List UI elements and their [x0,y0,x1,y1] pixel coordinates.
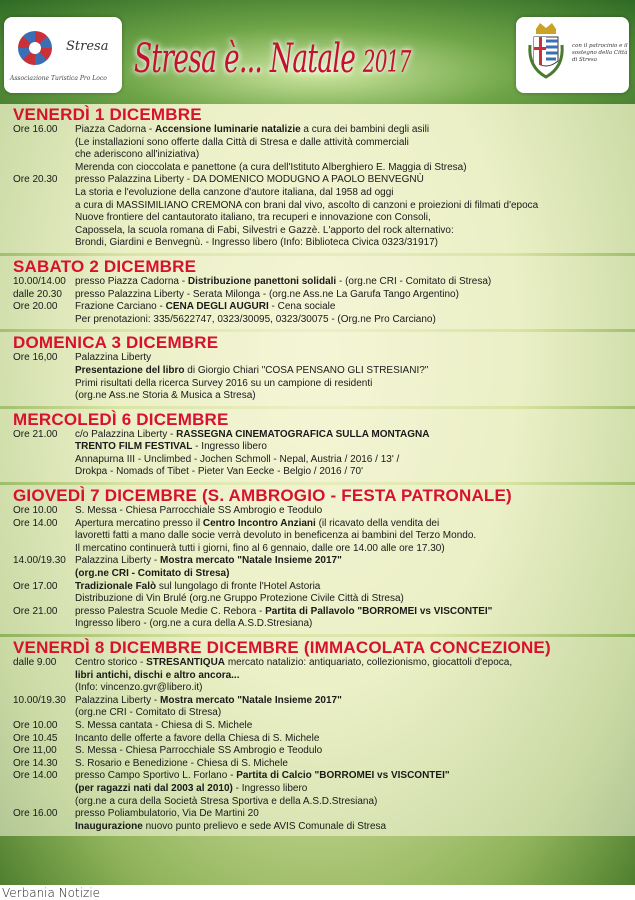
event-line [75,289,635,302]
event-row [0,174,635,250]
event-description [75,555,635,580]
event-row [0,606,635,631]
text-segment: (org.ne CRI - Comitato di Stresa) [75,707,222,719]
text-segment: Ingresso libero - (org.ne a cura della A.S.D.Stresiana) [75,618,313,630]
event-line [75,441,635,454]
event-time: Ore 14.00 [13,770,58,782]
text-segment: Partita di Pallavolo "BORROMEI vs VISCONTEI" [265,605,493,617]
event-time: Ore 16,00 [13,352,58,364]
event-time: Ore 10.00 [13,505,58,517]
text-segment: - Cena sociale [268,301,336,313]
text-segment: che aderiscono all'iniziativa) [75,149,200,161]
event-line [75,352,635,365]
event-time: dalle 9.00 [13,657,57,668]
event-line [75,212,635,225]
event-line [75,555,635,568]
event-description [75,124,635,174]
event-line [75,745,635,758]
text-segment: Il mercatino continuerà tutti i giorni, fino al 6 gennaio, dalle ore 14.00 alle ore 17.30) [75,542,445,554]
text-segment: (org.ne CRI - Comitato di Stresa) [75,568,230,580]
event-line [75,454,635,467]
text-segment: (il ricavato della vendita dei [315,517,440,529]
event-time: Ore 21.00 [13,605,58,617]
event-description [75,429,635,479]
event-line [75,695,635,708]
text-segment: lavoretti fatti a mano dalle socie verrà devoluto in beneficenza ai bambini del Terzo Mondo. [75,530,477,542]
pro-loco-logo [4,17,122,93]
event-description [75,758,635,771]
logo-brand: Stresa [66,39,109,54]
event-description [75,745,635,758]
event-line [75,378,635,391]
event-line [75,618,635,631]
event-line [75,530,635,543]
event-description [75,720,635,733]
event-line [75,124,635,137]
city-logo [516,17,629,93]
title-year: 2017 [362,45,411,80]
event-time: Ore 16.00 [13,124,58,135]
event-line [75,593,635,606]
day-heading: SABATO 2 DICEMBRE [13,256,197,276]
event-row [0,745,635,758]
event-line [75,200,635,213]
text-segment: Centro Incontro Anziani [202,517,316,529]
event-row [0,720,635,733]
event-row [0,758,635,771]
event-line [75,758,635,771]
text-segment: Accensione luminarie natalizie [155,124,301,135]
text-segment: Inaugurazione [75,820,143,832]
text-segment: Apertura mercatino presso il [75,517,203,529]
text-segment: presso Campo Sportivo L. Forlano - [75,770,237,782]
text-segment: presso Palazzina Liberty - Serata Milonga - (org.ne Ass.ne La Garufa Tango Argentino) [75,288,459,300]
event-description [75,695,635,720]
text-segment: CENA DEGLI AUGURI [165,301,269,313]
event-description [75,657,635,695]
day-section [0,409,635,482]
event-line [75,808,635,821]
text-segment: Merenda con cioccolata e panettone (a cura dell'Istituto Alberghiero E. Maggia di Stresa) [75,161,467,173]
event-line [75,276,635,289]
text-segment: - Ingresso libero [192,441,267,453]
event-line [75,225,635,238]
event-line [75,314,635,327]
text-segment: STRESANTIQUA [146,657,226,668]
text-segment: Drokpa - Nomads of Tibet - Pieter Van Eecke - Belgio / 2016 / 70' [75,466,363,478]
event-time: 14.00/19.30 [13,555,66,567]
event-row [0,276,635,289]
patronage-text: con il patrocinio e il sostegno della Città di Stresa [572,43,628,63]
text-segment: Presentazione del libro [75,364,185,376]
source-caption: Verbania Notizie [2,886,101,900]
event-time: Ore 14.00 [13,517,58,529]
event-line [75,518,635,531]
event-row [0,505,635,518]
day-heading: DOMENICA 3 DICEMBRE [13,333,219,353]
day-heading: VENERDÌ 8 DICEMBRE DICEMBRE (IMMACOLATA CONCEZIONE) [13,638,551,657]
event-time: Ore 14.30 [13,757,58,769]
event-line [75,720,635,733]
day-heading: VENERDÌ 1 DICEMBRE [13,105,202,124]
text-segment: Palazzina Liberty [75,352,152,364]
event-description [75,301,635,326]
event-line [75,682,635,695]
event-description [75,518,635,556]
event-time: Ore 16.00 [13,808,58,820]
text-segment: a cura dei bambini degli asili [300,124,430,135]
text-segment: Partita di Calcio "BORROMEI vs VISCONTEI" [236,770,450,782]
text-segment: nuovo punto prelievo e sede AVIS Comunale di Stresa [142,820,387,832]
event-program [0,104,635,836]
event-description [75,505,635,518]
day-section [0,256,635,329]
event-time: 10.00/19.30 [13,694,66,706]
text-segment: (Le installazioni sono offerte dalla Città di Stresa e dalle attività commerciali [75,136,409,148]
text-segment: Mostra mercato "Natale Insieme 2017" [160,694,342,706]
text-segment: presso Piazza Cadorna - [75,275,188,287]
text-segment: mercato natalizio: antiquariato, collezionismo, giocattoli d'epoca, [225,657,513,668]
text-segment: S. Messa - Chiesa Parrocchiale SS Ambrogio e Teodulo [75,745,323,757]
event-row [0,301,635,326]
text-segment: c/o Palazzina Liberty - [75,428,177,440]
event-description [75,276,635,289]
text-segment: (per ragazzi nati dal 2003 al 2010) [75,782,233,794]
event-line [75,821,635,834]
text-segment: Centro storico - [75,657,147,668]
event-line [75,162,635,175]
text-segment: (org.ne Ass.ne Storia & Musica a Stresa) [75,390,256,402]
poster-title [134,36,411,82]
event-description [75,174,635,250]
event-description [75,770,635,808]
event-line [75,606,635,619]
event-row [0,808,635,833]
event-line [75,581,635,594]
text-segment: La storia e l'evoluzione della canzone d'autore italiana, dal 1958 ad oggi [75,186,394,198]
event-row [0,733,635,746]
text-segment: sul lungolago di fronte l'Hotel Astoria [156,580,321,592]
text-segment: di Giorgio Chiari "COSA PENSANO GLI STRESIANI?" [184,364,429,376]
text-segment: Frazione Carciano - [75,301,166,313]
title-text: Stresa è... Natale [134,36,356,82]
text-segment: Palazzina Liberty - [75,694,161,706]
event-line [75,390,635,403]
event-line [75,783,635,796]
text-segment: presso Poliambulatorio, Via De Martini 20 [75,808,259,820]
event-line [75,670,635,683]
event-time: dalle 20.30 [13,288,62,300]
event-line [75,149,635,162]
day-section [0,332,635,405]
text-segment: Distribuzione di Vin Brulé (org.ne Gruppo Protezione Civile Città di Stresa) [75,593,404,605]
event-line [75,365,635,378]
text-segment: a cura di MASSIMILIANO CREMONA con brani dal vivo, ascolto di canzoni e proiezioni di filmati d'epoca [75,199,539,211]
event-row [0,352,635,402]
event-line [75,568,635,581]
text-segment: Tradizionale Falò [75,580,157,592]
city-crest-icon [526,23,566,85]
event-row [0,555,635,580]
event-row [0,124,635,174]
event-description [75,808,635,833]
text-segment: S. Messa cantata - Chiesa di S. Michele [75,719,253,731]
text-segment: (Info: vincenzo.gvr@libero.it) [75,682,203,694]
event-row [0,770,635,808]
text-segment: Palazzina Liberty - [75,555,161,567]
text-segment: Mostra mercato "Natale Insieme 2017" [160,555,342,567]
event-line [75,187,635,200]
event-line [75,707,635,720]
day-heading: GIOVEDÌ 7 DICEMBRE (S. AMBROGIO - FESTA PATRONALE) [13,486,512,506]
event-row [0,429,635,479]
event-line [75,543,635,556]
text-segment: - Ingresso libero [232,782,308,794]
logo-association: Associazione Turistica Pro Loco [10,75,107,82]
event-line [75,657,635,670]
event-row [0,657,635,695]
event-description [75,352,635,402]
event-time: Ore 10.45 [13,732,58,744]
text-segment: Capossela, la scuola romana di Fabi, Silvestri e Gazzè. L'apporto del rock alternativo: [75,224,454,236]
text-segment: (org.ne a cura della Società Stresa Sportiva e della A.S.D.Stresiana) [75,795,378,807]
event-row [0,581,635,606]
text-segment: Nuove frontiere del cantautorato italiano, tra recuperi e innovazione con Consoli, [75,212,431,224]
event-line [75,174,635,187]
text-segment: libri antichi, dischi e altro ancora... [75,669,240,681]
event-row [0,289,635,302]
day-section [0,104,635,253]
event-time: Ore 17.00 [13,580,58,592]
event-row [0,695,635,720]
text-segment: RASSEGNA CINEMATOGRAFICA SULLA MONTAGNA [176,428,430,440]
event-row [0,518,635,556]
event-time: Ore 10.00 [13,719,58,731]
event-description [75,733,635,746]
event-line [75,733,635,746]
event-line [75,237,635,250]
text-segment: S. Rosario e Benedizione - Chiesa di S. Michele [75,757,288,769]
text-segment: Brondi, Giardini e Benvegnù. - Ingresso libero (Info: Biblioteca Civica 0323/31917) [75,237,438,249]
event-line [75,466,635,479]
text-segment: TRENTO FILM FESTIVAL [75,441,193,453]
event-line [75,137,635,150]
text-segment: Incanto delle offerte a favore della Chiesa di S. Michele [75,732,320,744]
event-description [75,606,635,631]
event-description [75,289,635,302]
text-segment: Primi risultati della ricerca Survey 2016 su un campione di residenti [75,377,373,389]
event-description [75,581,635,606]
event-line [75,301,635,314]
text-segment: - (org.ne CRI - Comitato di Stresa) [336,275,492,287]
event-time: 10.00/14.00 [13,275,66,287]
event-time: Ore 20.00 [13,301,58,313]
event-time: Ore 20.30 [13,174,58,186]
event-line [75,770,635,783]
day-section [0,485,635,634]
text-segment: Piazza Cadorna - [75,124,156,135]
text-segment: presso Palazzina Liberty - DA DOMENICO MODUGNO A PAOLO BENVEGNÙ [75,174,424,186]
text-segment: Distribuzione panettoni solidali [187,275,337,287]
text-segment: S. Messa - Chiesa Parrocchiale SS Ambrogio e Teodulo [75,505,323,517]
poster-header [0,0,635,104]
day-heading: MERCOLEDÌ 6 DICEMBRE [13,409,229,429]
event-time: Ore 11,00 [13,745,57,757]
event-time: Ore 21.00 [13,428,58,440]
event-line [75,796,635,809]
event-line [75,505,635,518]
event-line [75,429,635,442]
flower-logo-icon [18,31,52,65]
day-section [0,637,635,836]
text-segment: presso Palestra Scuole Medie C. Rebora - [75,605,266,617]
text-segment: Per prenotazioni: 335/5622747, 0323/30095, 0323/30075 - (Org.ne Pro Carciano) [75,313,436,325]
text-segment: Annapurna III - Unclimbed - Jochen Schmoll - Nepal, Austria / 2016 / 13' / [75,453,400,465]
